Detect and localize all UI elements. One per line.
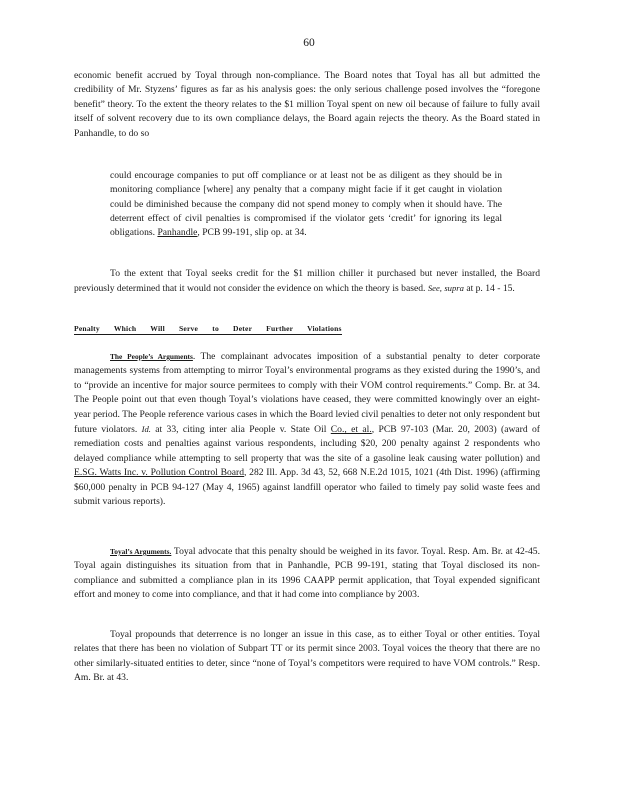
paragraph-toyals-arguments (74, 545, 540, 603)
paragraph-foregone-benefit (74, 69, 540, 141)
quote-text: could encourage companies to put off compliance or at least not be as diligent as they should be in monitoring compliance [where] any penalty that a company might facie if it get caught in violation could be diminished because the company did not spend money to comply when it should have. The deterrent effect of civil penalties is compromised if the violator gets ‘credit’ for ignoring its legal obligations. (110, 170, 502, 239)
paragraph-peoples-arguments (74, 350, 540, 509)
paragraph-deterrence (74, 628, 540, 686)
paragraph-text: economic benefit accrued by Toyal through non-compliance. The Board notes that Toyal has all but admitted the credibility of Mr. Styzens’ figures as far as his analysis goes: the only serious challenge posed involves the “foregone benefit” theory. To the extent the theory relates to the $1 million Toyal spent on new oil because of failure to fully avail itself of solvent recovery due to its own compliance delays, the Board again rejects the theory. As the Board stated in Panhandle, to do so (74, 70, 540, 139)
paragraph-chiller (74, 267, 540, 297)
paragraph-text: Toyal propounds that deterrence is no longer an issue in this case, as to either Toyal or other entities. Toyal relates that there has been no violation of Subpart TT or its permit since 2003. Toyal voices the theory that there are no other similarly-situated entities to deter, since “none of Toyal’s competitors were required to have VOM controls.” Resp. Am. Br. at 43. (74, 629, 540, 684)
page-cite: at p. 14 - 15. (466, 283, 515, 295)
quote-case-name: Panhandle (157, 227, 198, 239)
paragraph-text: , 282 Ill. App. 3d 43, 52, 668 N.E.2d 1015, 1021 (4th Dist. 1996) (affirming $60,000 penalty in PCB 94-127 (May 4, 1965) against landfill operator who failed to timely pay solid waste fees and submit various reports). (74, 467, 540, 508)
peoples-arguments-label: The People’s Arguments (110, 352, 193, 361)
paragraph-text: To the extent that Toyal seeks credit for the $1 million chiller it purchased but never installed, the Board previously determined that it would not consider the evidence on which the theory is based. (74, 268, 540, 295)
section-heading: Penalty Which Will Serve to Deter Further Violations (74, 324, 342, 333)
quote-citation: , PCB 99-191, slip op. at 34. (197, 227, 307, 239)
see-signal: See, (427, 283, 442, 294)
block-quote-panhandle (110, 169, 502, 240)
page-number: 60 (303, 37, 315, 49)
paragraph-text: Toyal advocate that this penalty should be weighed in its favor. Toyal. Resp. Am. Br. at 42-45. Toyal again distinguishes its situation from that in Panhandle, PCB 99-191, stating that Toyal disclosed its non-compliance and submitted a compliance plan in its 1996 CAAPP permit application, that Toyal expended significant effort and money to come into compliance, and that it had come into compliance by 2003. (74, 546, 540, 601)
case-name-state-oil: Co., et al. (330, 424, 372, 436)
id-signal: Id. (141, 424, 151, 435)
toyals-arguments-label: Toyal’s Arguments. (110, 547, 172, 556)
case-name-watts: E.SG. Watts Inc. v. Pollution Control Board (74, 467, 245, 479)
paragraph-text: . The complainant advocates imposition of a substantial penalty to deter corporate managements systems from attempting to mirror Toyal’s environmental programs as they existed during the 1990’s, and to “provide an incentive for major source permitees to comply with their VOM control requirements.” Comp. Br. at 34. The People point out that even though Toyal’s violations have ceased, they were committed knowingly over an eight-year period. The People reference various cases in which the Board levied civil penalties to deter not only respondent but future violators. (74, 351, 540, 436)
supra-signal: supra (444, 283, 464, 294)
paragraph-text: at 33, citing inter alia People v. State Oil (155, 424, 327, 436)
paragraph-text: , PCB 97-103 (Mar. 20, 2003) (award of remediation costs and penalties against various respondents, including $20, 200 penalty against 2 respondents who delayed compliance while attempting to sell property that was the site of a gasoline leak causing water pollution) and (74, 424, 540, 464)
